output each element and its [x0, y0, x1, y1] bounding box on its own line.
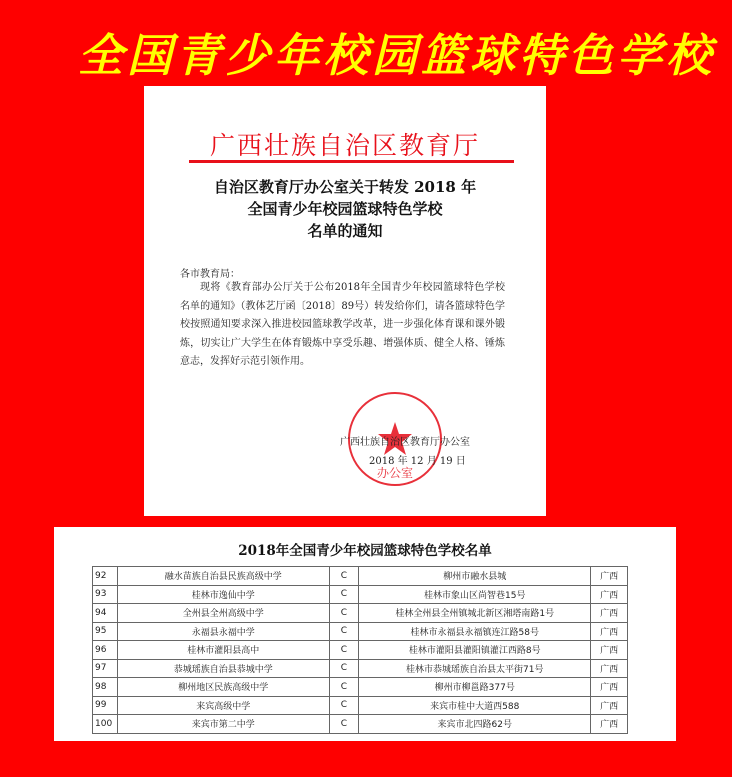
cell-address: 桂林市象山区尚智巷15号	[359, 585, 591, 604]
svg-text:办公室: 办公室	[376, 466, 414, 480]
cell-address: 桂林市灌阳县灌阳镇灌江西路8号	[359, 641, 591, 660]
school-table	[92, 566, 628, 734]
notice-document	[144, 86, 546, 516]
cell-address: 桂林全州县全州镇城北新区湘塔南路1号	[359, 604, 591, 623]
table-row	[93, 641, 628, 660]
cell-address: 柳州市融水县城	[359, 567, 591, 586]
cell-no: 92	[93, 567, 118, 586]
cell-level: C	[329, 659, 358, 678]
table-row	[93, 715, 628, 734]
cell-school: 恭城瑶族自治县恭城中学	[117, 659, 329, 678]
banner-title: 全国青少年校园篮球特色学校	[78, 29, 716, 82]
title-line: 全国青少年校园篮球特色学校	[247, 200, 443, 218]
cell-school: 全州县全州高级中学	[117, 604, 329, 623]
table-row	[93, 585, 628, 604]
cell-province: 广西	[591, 678, 628, 697]
cell-province: 广西	[591, 567, 628, 586]
title-line: 自治区教育厅办公室关于转发 2018 年	[213, 178, 477, 196]
table-row	[93, 696, 628, 715]
cell-province: 广西	[591, 659, 628, 678]
cell-level: C	[329, 585, 358, 604]
cell-no: 95	[93, 622, 118, 641]
cell-level: C	[329, 622, 358, 641]
cell-no: 93	[93, 585, 118, 604]
cell-province: 广西	[591, 696, 628, 715]
cell-no: 94	[93, 604, 118, 623]
cell-province: 广西	[591, 604, 628, 623]
cell-no: 98	[93, 678, 118, 697]
list-title: 2018年全国青少年校园篮球特色学校名单	[238, 543, 492, 559]
cell-address: 桂林市恭城瑶族自治县太平街71号	[359, 659, 591, 678]
document-date: 2018 年 12 月 19 日	[369, 456, 466, 467]
cell-no: 100	[93, 715, 118, 734]
table-row	[93, 622, 628, 641]
cell-no: 97	[93, 659, 118, 678]
cell-school: 桂林市逸仙中学	[117, 585, 329, 604]
cell-school: 桂林市灌阳县高中	[117, 641, 329, 660]
cell-level: C	[329, 641, 358, 660]
cell-address: 柳州市柳邕路377号	[359, 678, 591, 697]
table-row	[93, 659, 628, 678]
cell-school: 永福县永福中学	[117, 622, 329, 641]
cell-level: C	[329, 715, 358, 734]
table-row	[93, 678, 628, 697]
cell-province: 广西	[591, 715, 628, 734]
cell-school: 来宾市第二中学	[117, 715, 329, 734]
cell-level: C	[329, 678, 358, 697]
red-divider	[189, 160, 514, 163]
salutation: 各市教育局：	[180, 269, 240, 280]
cell-province: 广西	[591, 641, 628, 660]
cell-no: 99	[93, 696, 118, 715]
cell-school: 来宾高级中学	[117, 696, 329, 715]
cell-province: 广西	[591, 622, 628, 641]
cell-school: 融水苗族自治县民族高级中学	[117, 567, 329, 586]
cell-level: C	[329, 696, 358, 715]
table-row	[93, 604, 628, 623]
cell-no: 96	[93, 641, 118, 660]
cell-address: 桂林市永福县永福镇连江路58号	[359, 622, 591, 641]
signature: 广西壮族自治区教育厅办公室	[340, 437, 470, 448]
cell-address: 来宾市桂中大道西588	[359, 696, 591, 715]
table-row	[93, 567, 628, 586]
title-line: 名单的通知	[307, 222, 383, 240]
cell-level: C	[329, 604, 358, 623]
cell-province: 广西	[591, 585, 628, 604]
cell-address: 来宾市北四路62号	[359, 715, 591, 734]
cell-level: C	[329, 567, 358, 586]
agency-name: 广西壮族自治区教育厅	[209, 131, 480, 160]
school-list-panel	[54, 527, 676, 741]
cell-school: 柳州地区民族高级中学	[117, 678, 329, 697]
document-title	[144, 176, 546, 242]
body-text: 现将《教育部办公厅关于公布2018年全国青少年校园篮球特色学校名单的通知》（教体艺厅函〔2018〕89号）转发给你们，请各篮球特色学校按照通知要求深入推进校园篮球教学改革，进一步强化体育课和课外锻炼，切实让广大学生在体育锻炼中享受乐趣、增强体质、健全人格、锤炼意志，发挥好示范引领作用。	[180, 282, 505, 367]
